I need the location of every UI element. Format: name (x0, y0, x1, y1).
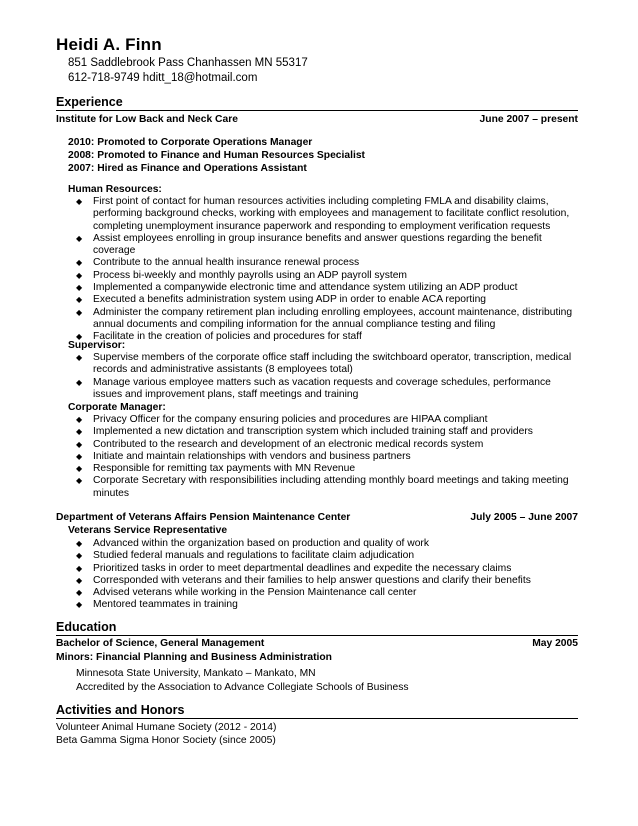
list-item: ◆ First point of contact for human resources activities including completing FMLA and disability claims, performing background checks, working with employees and management to facilitate conflict resolution, completing unemployment insurance paperwork and responding to employment verification requests (76, 196, 570, 232)
address: 851 Saddlebrook Pass Chanhassen MN 55317 (68, 57, 308, 69)
activity-item: Beta Gamma Sigma Honor Society (since 2005) (56, 735, 276, 746)
list-item: ◆ Facilitate in the creation of policies and procedures for staff (76, 331, 362, 343)
diamond-bullet-icon: ◆ (76, 588, 83, 598)
list-item: ◆ Initiate and maintain relationships with vendors and business partners (76, 450, 411, 462)
minors: Minors: Financial Planning and Business Administration (56, 652, 332, 663)
list-item: ◆ Responsible for remitting tax payments with MN Revenue (76, 463, 356, 475)
diamond-bullet-icon: ◆ (76, 439, 83, 449)
list-item: ◆ Implemented a new dictation and transcription system which included training staff and providers (76, 426, 533, 438)
degree: Bachelor of Science, General Management (56, 638, 265, 649)
hr-bullet-list (74, 196, 578, 344)
diamond-bullet-icon: ◆ (76, 307, 83, 317)
supervisor-bullet-list (74, 352, 578, 401)
group-heading-corporate-manager: Corporate Manager: (68, 402, 166, 413)
diamond-bullet-icon: ◆ (76, 353, 83, 362)
phone-email: 612-718-9749 hditt_18@hotmail.com (68, 72, 258, 84)
list-item: ◆ Implemented a companywide electronic time and attendance system utilizing an ADP product (76, 282, 518, 294)
corporate-manager-bullet-list (74, 414, 578, 500)
diamond-bullet-icon: ◆ (76, 575, 83, 585)
list-item: ◆ Manage various employee matters such as vacation requests and coverage schedules, performance issues and improvement plans, staff meetings and training (76, 376, 551, 400)
diamond-bullet-icon: ◆ (76, 258, 83, 268)
degree-row (56, 637, 578, 650)
promotion-2008: 2008: Promoted to Finance and Human Resources Specialist (68, 150, 365, 161)
list-item: ◆ Advised veterans while working in the Pension Maintenance call center (76, 587, 417, 599)
diamond-bullet-icon: ◆ (76, 270, 83, 280)
job-2-bullet-list (74, 538, 578, 612)
list-item: ◆ Privacy Officer for the company ensuring policies and procedures are HIPAA compliant (76, 414, 488, 425)
list-item: ◆ Contribute to the annual health insurance renewal process (76, 257, 360, 269)
list-item: ◆ Executed a benefits administration system using ADP in order to enable ACA reporting (76, 294, 487, 306)
job-1-dates: June 2007 – present (479, 114, 578, 125)
job-2-employer: Department of Veterans Affairs Pension Maintenance Center (56, 512, 351, 523)
list-item: ◆ Supervise members of the corporate office staff including the switchboard operator, transcription, medical records and administrative assistants (8 employees total) (76, 352, 572, 376)
candidate-name: Heidi A. Finn (56, 35, 162, 54)
list-item: ◆ Assist employees enrolling in group insurance benefits and answer questions regarding the benefit coverage (76, 232, 542, 257)
activities-heading: Activities and Honors (56, 703, 578, 719)
education-heading: Education (56, 620, 578, 636)
school: Minnesota State University, Mankato – Mankato, MN (76, 668, 316, 679)
experience-heading: Experience (56, 95, 578, 111)
activity-item: Volunteer Animal Humane Society (2012 - 2014) (56, 722, 277, 733)
diamond-bullet-icon: ◆ (76, 539, 83, 548)
diamond-bullet-icon: ◆ (76, 233, 83, 243)
diamond-bullet-icon: ◆ (76, 476, 83, 486)
list-item: ◆ Contributed to the research and development of an electronic medical records system (76, 438, 484, 450)
group-heading-supervisor: Supervisor: (68, 340, 126, 351)
diamond-bullet-icon: ◆ (76, 332, 83, 342)
list-item: ◆ Mentored teammates in training (76, 599, 238, 611)
diamond-bullet-icon: ◆ (76, 600, 83, 610)
list-item: ◆ Prioritized tasks in order to meet departmental deadlines and expedite the necessary claims (76, 562, 512, 574)
job-1-employer: Institute for Low Back and Neck Care (56, 114, 238, 125)
list-item: ◆ Advanced within the organization based on production and quality of work (76, 538, 430, 549)
diamond-bullet-icon: ◆ (76, 464, 83, 474)
diamond-bullet-icon: ◆ (76, 551, 83, 561)
list-item: ◆ Corporate Secretary with responsibilities including attending monthly board meetings and taking meeting minutes (76, 475, 569, 499)
diamond-bullet-icon: ◆ (76, 295, 83, 305)
job-2-role: Veterans Service Representative (68, 525, 228, 536)
job-2-dates: July 2005 – June 2007 (470, 512, 578, 523)
diamond-bullet-icon: ◆ (76, 563, 83, 573)
group-heading-hr: Human Resources: (68, 184, 162, 195)
job-2-header (56, 511, 578, 524)
list-item: ◆ Process bi-weekly and monthly payrolls using an ADP payroll system (76, 269, 408, 281)
diamond-bullet-icon: ◆ (76, 197, 83, 206)
job-1-header (56, 113, 578, 126)
diamond-bullet-icon: ◆ (76, 283, 83, 293)
list-item: ◆ Corresponded with veterans and their families to help answer questions and clarify their benefits (76, 574, 531, 586)
diamond-bullet-icon: ◆ (76, 377, 83, 387)
accreditation: Accredited by the Association to Advance Collegiate Schools of Business (76, 682, 409, 693)
promotion-2007: 2007: Hired as Finance and Operations Assistant (68, 163, 307, 174)
diamond-bullet-icon: ◆ (76, 415, 83, 424)
list-item: ◆ Administer the company retirement plan including enrolling employees, account maintenance, distributing annual documents and compiling information for the annual compliance testing and filing (76, 306, 573, 330)
promotion-2010: 2010: Promoted to Corporate Operations Manager (68, 137, 313, 148)
diamond-bullet-icon: ◆ (76, 451, 83, 461)
list-item: ◆ Studied federal manuals and regulations to facilitate claim adjudication (76, 550, 415, 562)
graduation-date: May 2005 (532, 638, 578, 649)
diamond-bullet-icon: ◆ (76, 427, 83, 437)
